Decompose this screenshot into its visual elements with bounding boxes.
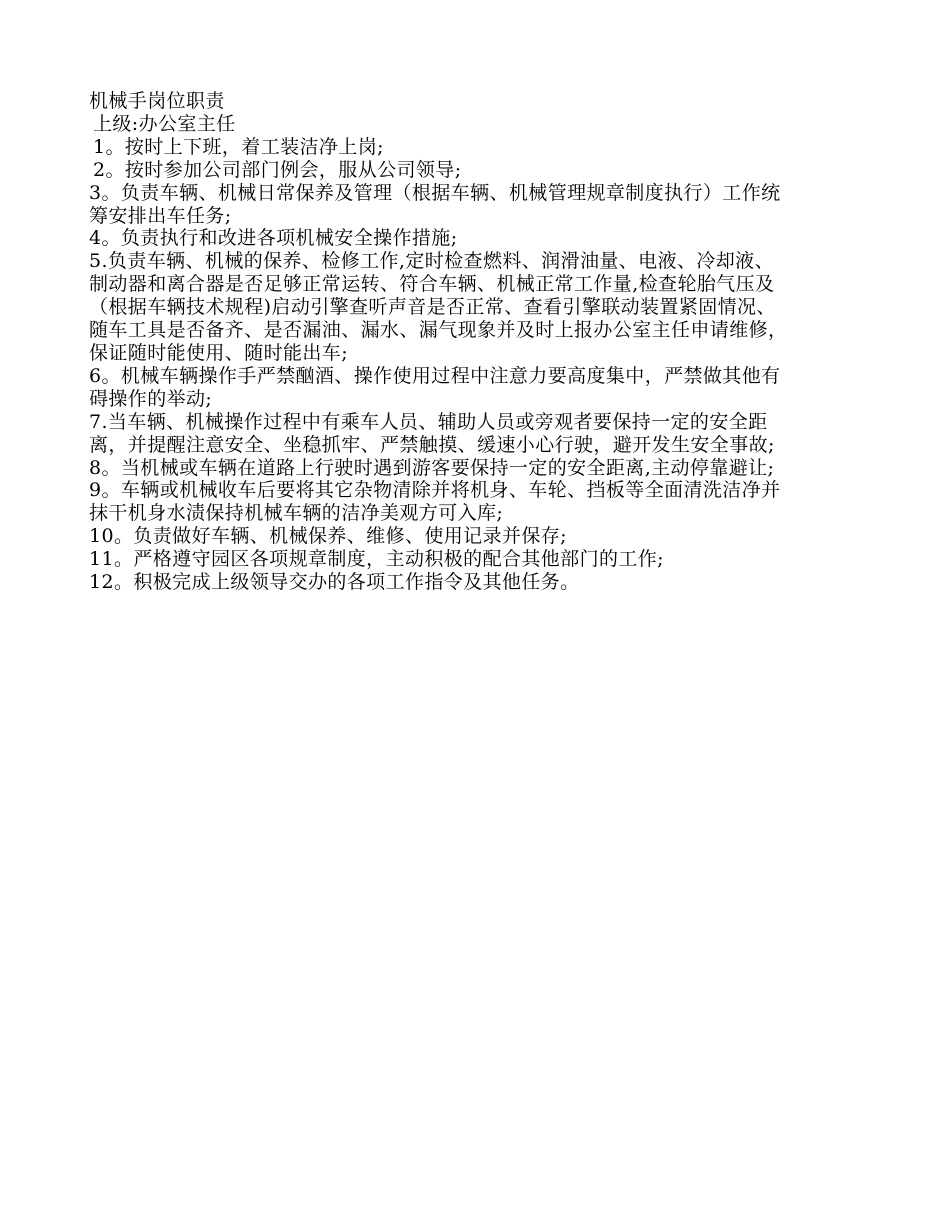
document-title: 机械手岗位职责 (89, 90, 225, 112)
duty-line-7-cont: 离，并提醒注意安全、坐稳抓牢、严禁触摸、缓速小心行驶，避开发生安全事故; (89, 433, 775, 456)
duty-line-5-cont-1: 制动器和离合器是否足够正常运转、符合车辆、机械正常工作量,检查轮胎气压及 (89, 273, 775, 296)
duty-line-7: 7.当车辆、机械操作过程中有乘车人员、辅助人员或旁观者要保持一定的安全距 (89, 410, 768, 433)
duty-line-9-cont: 抹干机身水渍保持机械车辆的洁净美观方可入库; (89, 502, 504, 525)
duty-line-3-cont: 筹安排出车任务; (89, 204, 232, 227)
duty-line-12: 12。积极完成上级领导交办的各项工作指令及其他任务。 (89, 571, 580, 594)
duty-line-5-cont-2: （根据车辆技术规程)启动引擎查听声音是否正常、查看引擎联动装置紧固情况、 (89, 296, 776, 319)
duty-line-4: 4。负责执行和改进各项机械安全操作措施; (89, 227, 458, 250)
document-body (89, 90, 879, 594)
duty-line-8: 8。当机械或车辆在道路上行驶时遇到游客要保持一定的安全距离,主动停靠避让; (89, 456, 775, 479)
duty-line-2: 2。按时参加公司部门例会，服从公司领导; (93, 158, 462, 181)
duty-line-9: 9。车辆或机械收车后要将其它杂物清除并将机身、车轮、挡板等全面清洗洁净并 (89, 479, 781, 502)
duty-line-6: 6。机械车辆操作手严禁酗酒、操作使用过程中注意力要高度集中，严禁做其他有 (89, 364, 781, 387)
duty-line-5-cont-4: 保证随时能使用、随时能出车; (89, 341, 349, 364)
duty-line-1: 1。按时上下班，着工装洁净上岗; (93, 135, 384, 158)
duty-line-6-cont: 碍操作的举动; (89, 387, 213, 410)
duty-line-3: 3。负责车辆、机械日常保养及管理（根据车辆、机械管理规章制度执行）工作统 (89, 181, 781, 204)
duty-line-11: 11。严格遵守园区各项规章制度，主动积极的配合其他部门的工作; (89, 548, 664, 571)
duty-line-5: 5.负责车辆、机械的保养、检修工作,定时检查燃料、润滑油量、电液、冷却液、 (89, 250, 774, 273)
superior-line: 上级:办公室主任 (93, 112, 236, 135)
duty-line-5-cont-3: 随车工具是否备齐、是否漏油、漏水、漏气现象并及时上报办公室主任申请维修， (89, 319, 788, 342)
duty-line-10: 10。负责做好车辆、机械保养、维修、使用记录并保存; (89, 525, 567, 548)
